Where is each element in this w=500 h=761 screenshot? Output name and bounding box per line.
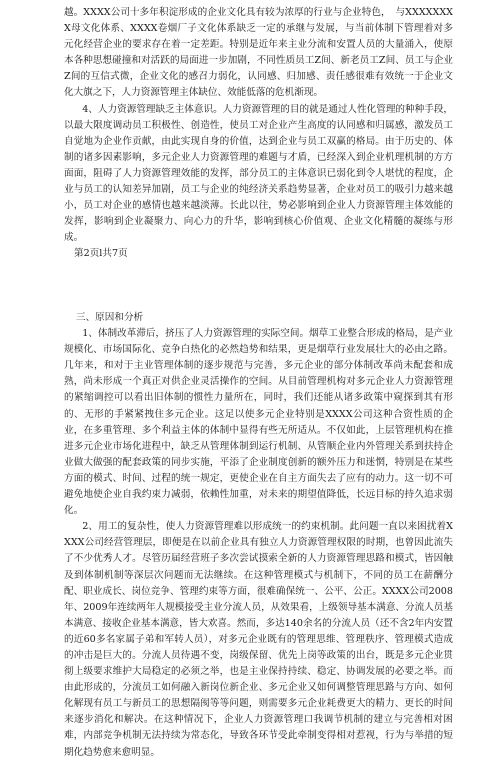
- upper-text-block: [64, 5, 453, 263]
- point-2-paragraph: 2、用工的复杂性，使人力资源管理难以形成统一的约束机制。此问题一直以来困扰着XXXX公司经营管理层，即便是在以前企业具有独立人力资源管理权限的时期，也曾因此流失了不少优秀人才。尽管历届经营班子多次尝试摸索全新的人力资源管理思路和模式，皆因触及到体制机制等深层次问题而无法继续。在这种管理模式与机制下，不同的员工在薪酬分配、职业成长、岗位竞争、管理约束等方面，很难确保统一、公平、公正。XXXX公司2008年、2009年连续两年人规模接受主业分流人员，从效果看，上级领导基本满意、分流人员基本满意、接收企业基本满意，皆大欢喜。然而，多达140余名的分流人员（还不含2年内安置的近60多名家属子弟和军转人员），对多元企业既有的管理思维、管理秩序、管理模式造成的冲击是巨大的。分流人员待遇不变，岗级保留、优先上岗等政策的出台，既是多元企业贯彻上级要求维护大局稳定的必须之举，也是主业保持持续、稳定、协调发展的必要之举。而由此形成的，分流员工如何融入新岗位新企业、多元企业又如何调整管理思路与方向、如何化解现有员工与新员工的思想隔阂等等问题，则需要多元企业耗费更大的精力、更长的时间来逐步消化和解决。在这种情况下，企业人力资源管理口我调节机制的建立与完善相对困难，内部竞争机制无法持续为常态化，导致各环节受此牵制变得相对惹视，行为与举措的短期化趋势愈来愈明显。: [64, 521, 453, 758]
- lower-text-block: [64, 310, 453, 761]
- intro-paragraph: 越。XXXX公司十多年积淀形成的企业文化具有较为浓厚的行业与企业特色， 与XXXXXXXX母文化体系、XXXX卷烟厂子文化体系缺乏一定的承继与发展，与当前体制下管理着对多元化经营企业的要求存在着一定差距。特别是近年来主业分流和安置人员的大量涌入，使原本各种思想碰撞和对活跃的局面进一步加剧，不同性质员工Z间、新老员工Z间、员工与企业Z间的互信式微，企业文化的感召力弱化，认同感、归加感、责任感很难有效统一于企业文化大旗之下，人力资源管理主体缺位、效能低落的危机渐现。: [64, 7, 453, 99]
- page-number: 第2页l共7页: [74, 248, 128, 260]
- section-heading: 三、原因和分析: [76, 312, 144, 323]
- point-1-paragraph: 1、体制改革滞后，挤压了人力资源管理的实际空间。烟草工业整合形成的格局，是产业规模化、市场国际化、竞争白热化的必然趋势和结果，更是烟草行业发展壮大的必由之路。几年来，和对于主业管理体制的逐步规范与完善，多元企业的部分体制改革尚未配套和成熟，尚未形成一个真正对供企业灵活操作的空间。从目前管理机构对多元企业人力资源管理的紧缩调控可以看出旧体制的惯性力量所在，同时，我们还能从诸多政策中窥探到其有形的、无形的手紧紧拽住多元企业。这足以使多元企业特别是XXXX公司这种合资性质的企业，在多重管理、多个利益主体的体制中显得有些无所适从。不仅如此，上层管理机构在推进多元企业市场化进程中，缺乏从管理体制到运行机制、从管顺企业内外管理关系到扶持企业做大做强的配套政策的同步实施，平添了企业制度创新的额外压力和迷惘，特别是在某些方面的模式、时间、过程的统一规定，更使企业在自主方面失去了应有的动力。这一切不可避免地使企业自我约束力减弱，依赖性加重，对未来的期望值降低，长远目标的持久追求弱化。: [64, 328, 453, 517]
- point-4-paragraph: 4、人力资源管理缺乏主体意识。人力资源管理的目的就是通过人性化管理的种种手段，以最大限度调动员工积极性、创造性，使员工对企业产生高度的认同感和归属感，激发员工自觉地为企业作贡献，由此实现自身的价值，达到企业与员工双赢的格局。由于历史的、体制的诸多因素影响，多元企业人力资源管理的难题与才盾，已经深入到企业机理机制的方方面面，阻碍了人力资源管理效能的发挥，部分员工的主体意识已弱化到令人堪忧的程度，企业与员工的认知差异加剧，员工与企业的纯经济关系趋势显著，企业对员工的吸引力越来越小，员工对企业的感情也越来越淡薄。长此以往，势必影响到企业人力资源管理主体效能的发挥，影响到企业凝聚力、向心力的升华，影响到核心价值观、企业文化精髓的凝练与形成。: [64, 103, 453, 244]
